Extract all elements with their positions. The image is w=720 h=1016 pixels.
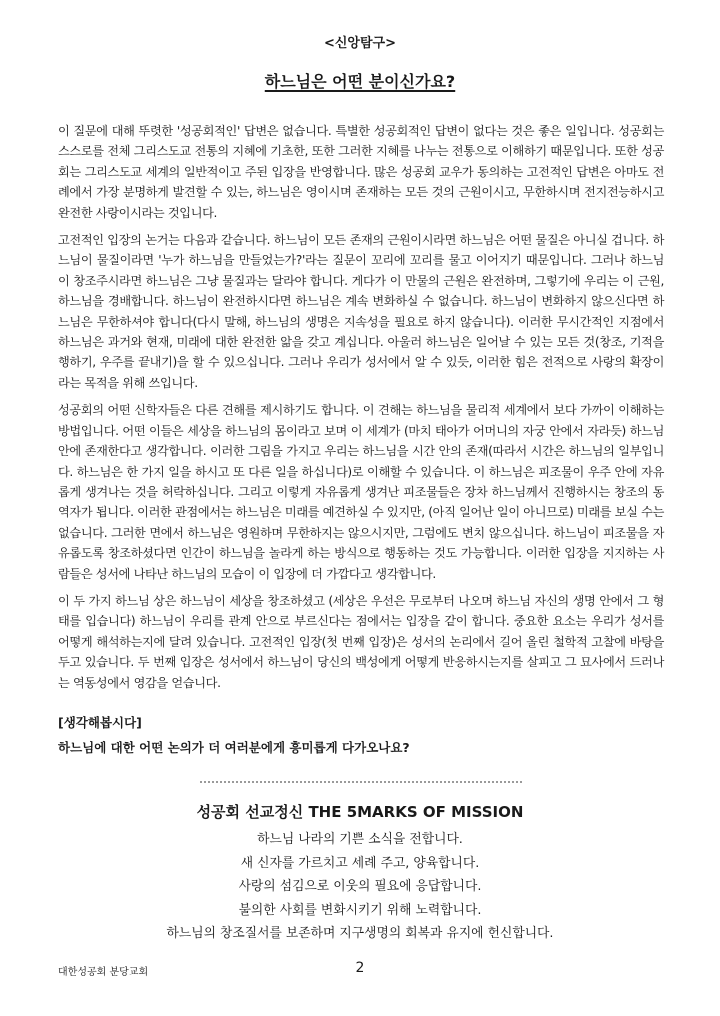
reflection-question: 하느님에 대한 어떤 논의가 더 여러분에게 흥미롭게 다가오나요? [58,740,410,755]
footer-church-name: 대한성공회 분당교회 [58,967,149,978]
mission-mark-item: 하느님 나라의 기쁜 소식을 전합니다. [257,832,463,847]
dotted-divider [200,781,522,783]
article-paragraph-2: 고전적인 입장의 논거는 다음과 같습니다. 하느님이 모든 존재의 근원이시라면 하느님은 어떤 물질은 아니실 겁니다. 하느님이 물질이라면 '누가 하느님을 만들었는가?'라는 질문이 꼬리에 꼬리를 물고 이어지기 때문입니다. 그러나 하느님이 창조주시라면 하느님은 그냥 물질과는 달라야 합니다. 게다가 이 만물의 근원은 완전하며, 그렇기에 우리는 이 근원, 하느님을 경배합니다. 하느님이 완전하시다면 하느님은 계속 변화하실 수 없습니다. 하느님이 변화하지 않으신다면 하느님은 무한하셔야 합니다(다시 말해, 하느님의 생명은 지속성을 필요로 하지 않습니다). 이러한 무시간적인 지점에서 하느님은 과거와 현재, 미래에 대한 완전한 앎을 갖고 계십니다. 아울러 하느님은 일어날 수 있는 모든 것(창조, 기적을 행하기, 우주를 끝내기)을 할 수 있으십니다. 그러나 우리가 성서에서 알 수 있듯, 이러한 힘은 전적으로 사랑의 확장이라는 목적을 위해 쓰입니다. [58,233,664,390]
page-title-text: 하느님은 어떤 분이신가요? [264,72,456,91]
article-paragraph-4: 이 두 가지 하느님 상은 하느님이 세상을 창조하셨고 (세상은 우선은 무로부터 나오며 하느님 자신의 생명 안에서 그 형태를 입습니다) 하느님이 우리를 관계 안으로 부르신다는 점에서는 입장을 같이 합니다. 중요한 요소는 우리가 성서를 어떻게 해석하는지에 달려 있습니다. 고전적인 입장(첫 번째 입장)은 성서의 논리에서 길어 올린 철학적 고찰에 바탕을 두고 있습니다. 두 번째 입장은 성서에서 하느님이 당신의 백성에게 어떻게 반응하시는지를 살피고 그 묘사에서 드러나는 역동성에서 영감을 얻습니다. [58,593,664,690]
page-number: 2 [355,960,365,976]
reflection-label: [생각해봅시다] [58,715,142,730]
article-body [58,121,664,700]
marks-of-mission-title: 성공회 선교정신 THE 5MARKS OF MISSION [196,803,524,821]
marks-of-mission-list [0,828,720,946]
mission-mark-item: 불의한 사회를 변화시키기 위해 노력합니다. [238,902,482,918]
article-paragraph-1: 이 질문에 대해 뚜렷한 '성공회적인' 답변은 없습니다. 특별한 성공회적인 답변이 없다는 것은 좋은 일입니다. 성공회는 스스로를 전체 그리스도교 전통의 지혜에 기초한, 또한 그러한 지혜를 나누는 전통으로 이해하기 때문입니다. 또한 성공회는 그리스도교 세계의 일반적이고 주된 입장을 반영합니다. 많은 성공회 교우가 동의하는 고전적인 답변은 아마도 전례에서 가장 분명하게 발견할 수 있는, 하느님은 영이시며 존재하는 모든 것의 근원이시고, 무한하시며 전지전능하시고 완전한 사랑이시라는 것입니다. [58,124,664,220]
page-title [0,69,720,92]
section-tag: <신앙탐구> [323,36,397,51]
article-paragraph-3: 성공회의 어떤 신학자들은 다른 견해를 제시하기도 합니다. 이 견해는 하느님을 물리적 세계에서 보다 가까이 이해하는 방법입니다. 어떤 이들은 세상을 하느님의 몸이라고 보며 이 세계가 (마치 태아가 어머니의 자궁 안에서 자라듯) 하느님 안에 존재한다고 생각합니다. 이러한 그림을 가지고 우리는 하느님을 시간 안의 존재(따라서 시간은 하느님의 일부입니다. 하느님은 한 가지 일을 하시고 또 다른 일을 하십니다)로 이해할 수 있습니다. 이 하느님은 피조물이 우주 안에 자유롭게 생겨나는 것을 허락하십니다. 그리고 이렇게 자유롭게 생겨난 피조물들은 장차 하느님께서 진행하시는 창조의 동역자가 됩니다. 이러한 관점에서는 하느님은 미래를 예견하실 수 있지만, (아직 일어난 일이 아니므로) 미래를 보실 수는 없습니다. 그러한 면에서 하느님은 영원하며 무한하지는 않으시지만, 그럼에도 변치 않으십니다. 하느님이 피조물을 자유롭도록 창조하셨다면 인간이 하느님을 놀라게 하는 방식으로 행동하는 것도 가능합니다. 이러한 입장을 지지하는 사람들은 성서에 나타난 하느님의 모습이 이 입장에 더 가깝다고 생각합니다. [58,403,664,581]
mission-mark-item: 새 신자를 가르치고 세례 주고, 양육합니다. [240,855,480,871]
mission-mark-item: 사랑의 섬김으로 이웃의 필요에 응답합니다. [238,879,482,894]
mission-mark-item: 하느님의 창조질서를 보존하며 지구생명의 회복과 유지에 헌신합니다. [166,926,554,941]
